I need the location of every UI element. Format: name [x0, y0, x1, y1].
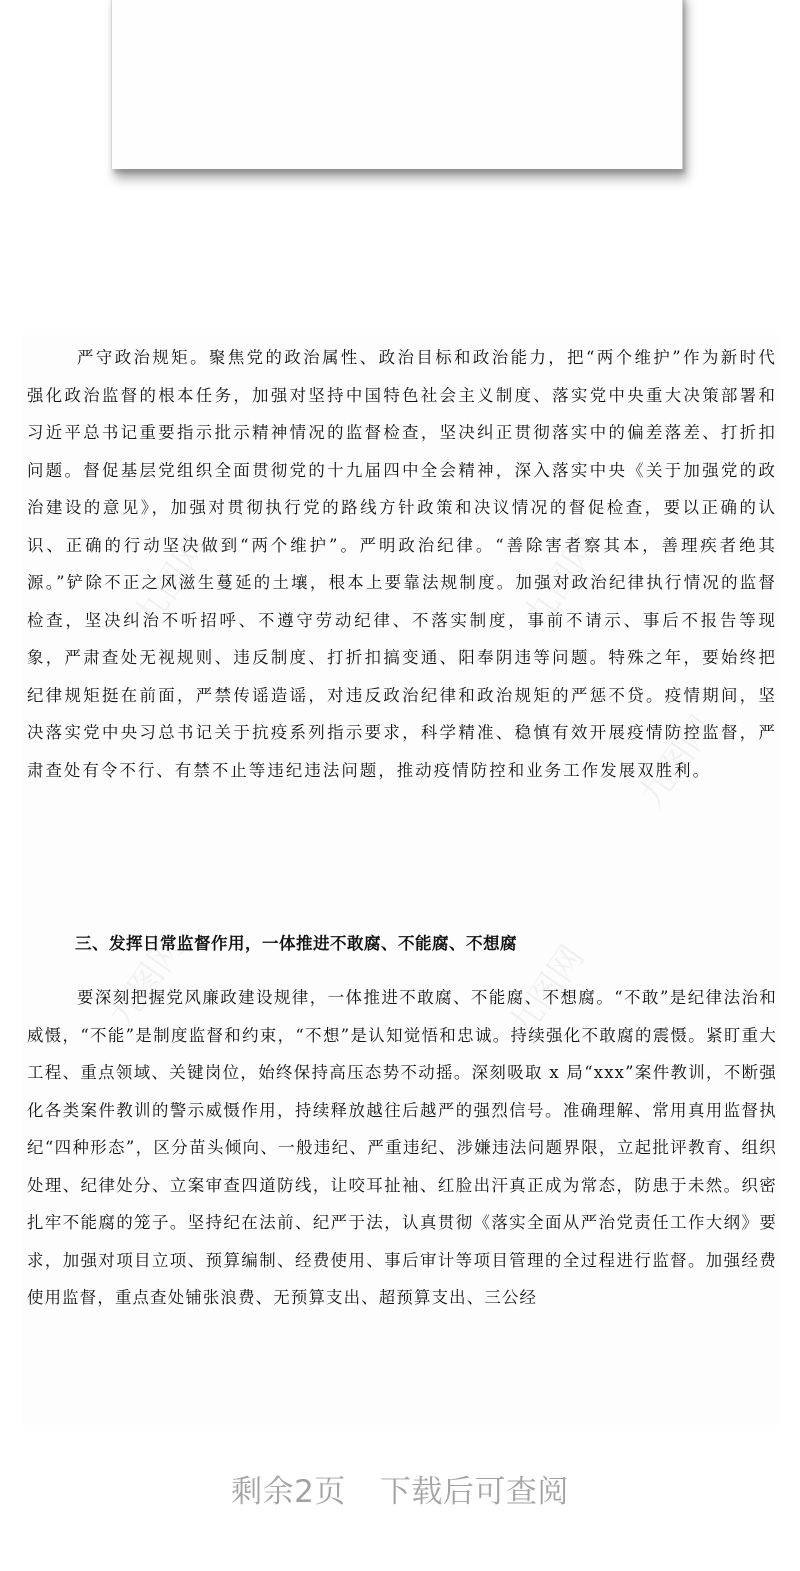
paragraph-political-rules: 严守政治规矩。聚焦党的政治属性、政治目标和政治能力，把“两个维护”作为新时代强化政治监督的根本任务，加强对坚持中国特色社会主义制度、落实党中央重大决策部署和习近平总书记重要指示批示精神情况的监督检查，坚决纠正贯彻落实中的偏差落差、打折扣问题。督促基层党组织全面贯彻党的十九届四中全会精神，深入落实中央《关于加强党的政治建设的意见》，加强对贯彻执行党的路线方针政策和决议情况的督促检查，要以正确的认识、正确的行动坚决做到“两个维护”。严明政治纪律。“善除害者察其本，善理疾者绝其源。”铲除不正之风滋生蔓延的土壤，根本上要靠法规制度。加强对政治纪律执行情况的监督检查，坚决纠治不听招呼、不遵守劳动纪律、不落实制度，事前不请示、事后不报告等现象，严肃查处无视规则、违反制度、打折扣搞变通、阳奉阴违等问题。特殊之年，要始终把纪律规矩挺在前面，严禁传谣造谣，对违反政治纪律和政治规矩的严惩不贷。疫情期间，坚决落实党中央习总书记关于抗疫系列指示要求，科学精准、稳慎有效开展疫情防控监督，严肃查处有令不行、有禁不止等违纪违法问题，推动疫情防控和业务工作发展双胜利。 [27, 348, 777, 780]
remaining-pages-label: 剩余2页 [231, 1474, 346, 1510]
download-hint-label[interactable]: 下载后可查阅 [379, 1474, 569, 1510]
paragraph-daily-supervision: 要深刻把握党风廉政建设规律，一体推进不敢腐、不能腐、不想腐。“不敢”是纪律法治和威慑，“不能”是制度监督和约束，“不想”是认知觉悟和忠诚。持续强化不敢腐的震慑。紧盯重大工程、重点领域、关键岗位，始终保持高压态势不动摇。深刻吸取 x 局“xxx”案件教训，不断强化各类案件教训的警示威慑作用，持续释放越往后越严的强烈信号。准确理解、常用真用监督执纪“四种形态”，区分苗头倾向、一般违纪、严重违纪、涉嫌违法问题界限，立起批评教育、组织处理、纪律处分、立案审查四道防线，让咬耳扯袖、红脸出汗真正成为常态，防患于未然。织密扎牢不能腐的笼子。坚持纪在法前、纪严于法，认真贯彻《落实全面从严治党责任工作大纲》要求，加强对项目立项、预算编制、经费使用、事后审计等项目管理的全过程进行监督。加强经费使用监督，重点查处铺张浪费、无预算支出、超预算支出、三公经 [27, 988, 777, 1307]
watermark: 九图网 [516, 528, 608, 635]
watermark: 九图网 [631, 708, 723, 815]
section-heading: 三、发挥日常监督作用，一体推进不敢腐、不能腐、不想腐 [75, 934, 517, 953]
previous-page-card [111, 0, 683, 169]
download-prompt[interactable] [0, 1466, 800, 1511]
document-page [23, 335, 780, 1425]
watermark: 九图网 [126, 528, 218, 635]
watermark: 九图网 [101, 928, 193, 1035]
watermark: 九图网 [501, 938, 593, 1045]
